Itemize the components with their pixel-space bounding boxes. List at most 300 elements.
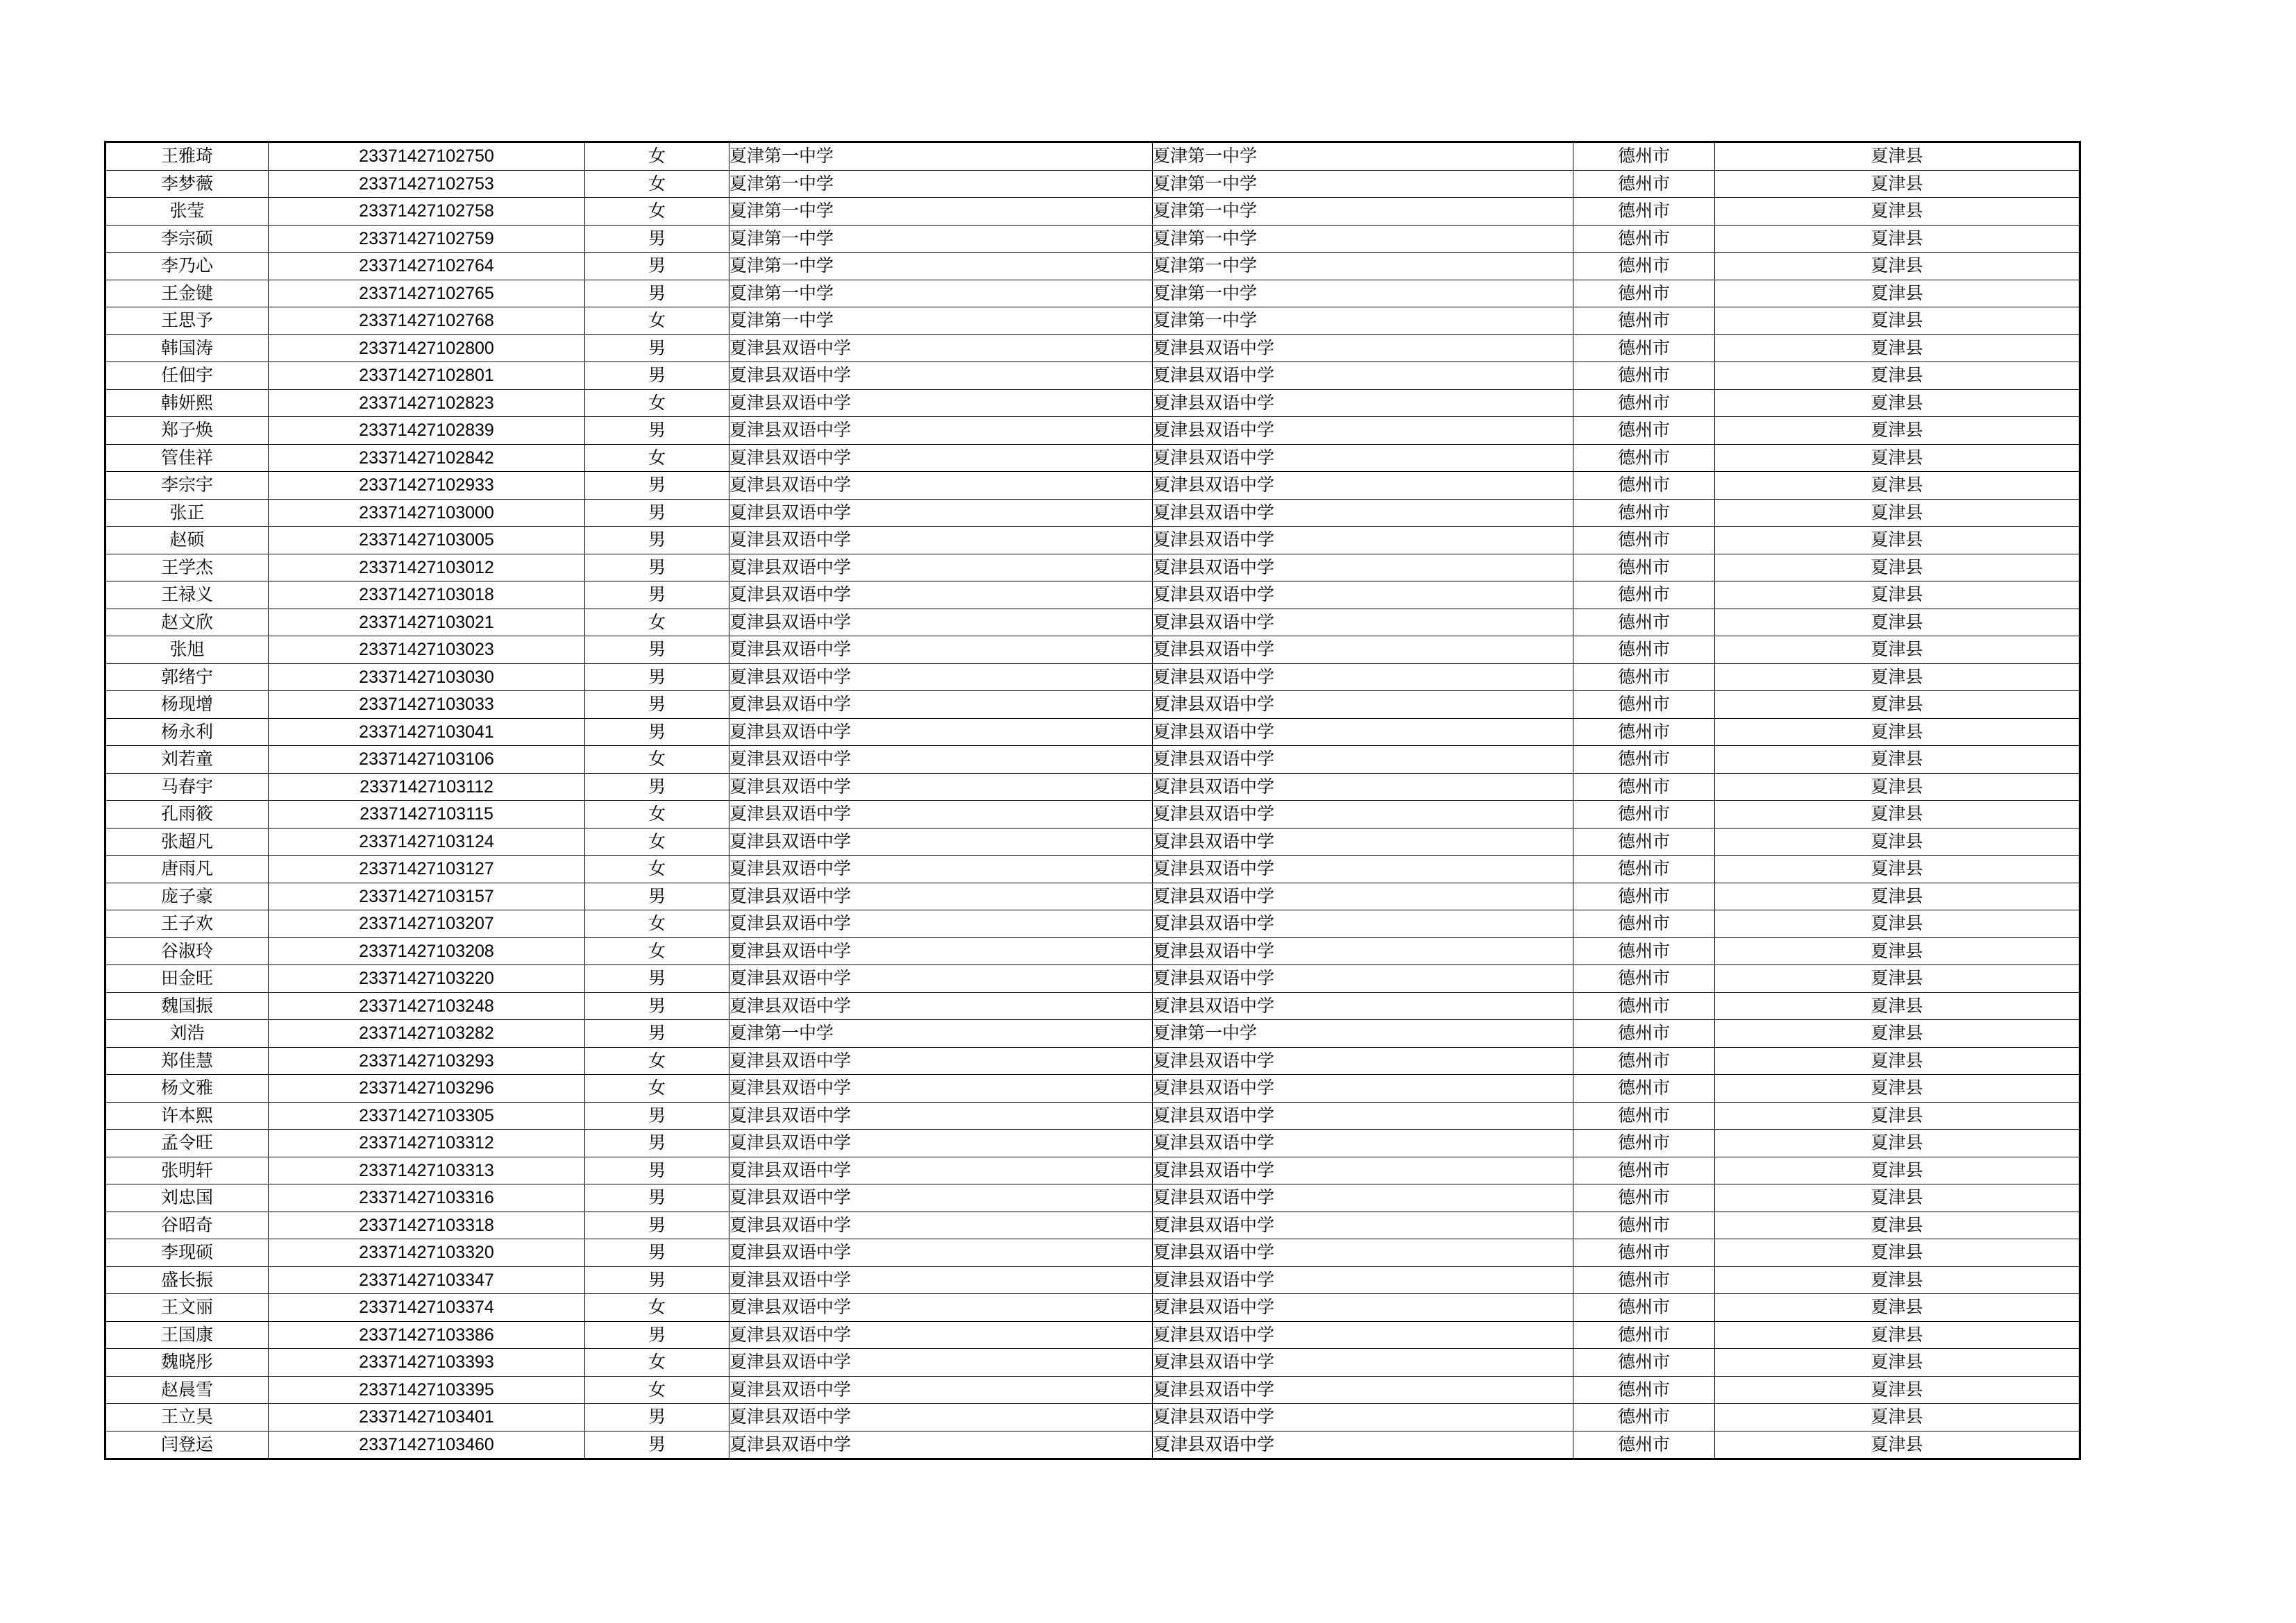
exam-number-cell: 23371427103296 xyxy=(269,1075,585,1103)
table-row xyxy=(105,1157,2080,1184)
school-cell: 夏津第一中学 xyxy=(729,170,1153,198)
student-name-cell: 郑佳慧 xyxy=(105,1047,269,1075)
city-cell: 德州市 xyxy=(1573,1184,1715,1212)
student-name-cell: 张旭 xyxy=(105,636,269,664)
school-cell: 夏津县双语中学 xyxy=(729,1047,1153,1075)
gender-cell: 男 xyxy=(585,581,729,609)
gender-cell: 男 xyxy=(585,1157,729,1184)
table-row xyxy=(105,225,2080,253)
school-cell: 夏津县双语中学 xyxy=(729,417,1153,445)
gender-cell: 女 xyxy=(585,910,729,938)
enrolled-school-cell: 夏津县双语中学 xyxy=(1153,1349,1573,1377)
table-row xyxy=(105,444,2080,472)
table-row xyxy=(105,1020,2080,1048)
school-cell: 夏津县双语中学 xyxy=(729,1075,1153,1103)
student-name-cell: 任佃宇 xyxy=(105,362,269,390)
table-row xyxy=(105,581,2080,609)
exam-number-cell: 23371427103005 xyxy=(269,527,585,554)
exam-number-cell: 23371427103386 xyxy=(269,1321,585,1349)
enrolled-school-cell: 夏津县双语中学 xyxy=(1153,554,1573,581)
enrolled-school-cell: 夏津县双语中学 xyxy=(1153,609,1573,636)
school-cell: 夏津第一中学 xyxy=(729,280,1153,307)
city-cell: 德州市 xyxy=(1573,1102,1715,1130)
table-row xyxy=(105,773,2080,801)
city-cell: 德州市 xyxy=(1573,1266,1715,1294)
table-row xyxy=(105,965,2080,993)
gender-cell: 女 xyxy=(585,142,729,171)
county-cell: 夏津县 xyxy=(1715,801,2080,829)
student-name-cell: 庞子豪 xyxy=(105,883,269,910)
student-name-cell: 谷淑玲 xyxy=(105,937,269,965)
school-cell: 夏津县双语中学 xyxy=(729,828,1153,856)
exam-number-cell: 23371427102842 xyxy=(269,444,585,472)
gender-cell: 男 xyxy=(585,1266,729,1294)
student-name-cell: 杨文雅 xyxy=(105,1075,269,1103)
city-cell: 德州市 xyxy=(1573,1212,1715,1239)
county-cell: 夏津县 xyxy=(1715,883,2080,910)
school-cell: 夏津县双语中学 xyxy=(729,1184,1153,1212)
enrolled-school-cell: 夏津县双语中学 xyxy=(1153,1102,1573,1130)
gender-cell: 男 xyxy=(585,225,729,253)
exam-number-cell: 23371427103293 xyxy=(269,1047,585,1075)
school-cell: 夏津县双语中学 xyxy=(729,609,1153,636)
table-row xyxy=(105,691,2080,719)
student-name-cell: 张正 xyxy=(105,499,269,527)
student-name-cell: 孔雨筱 xyxy=(105,801,269,829)
county-cell: 夏津县 xyxy=(1715,965,2080,993)
enrolled-school-cell: 夏津县双语中学 xyxy=(1153,1404,1573,1431)
county-cell: 夏津县 xyxy=(1715,1321,2080,1349)
student-name-cell: 赵晨雪 xyxy=(105,1376,269,1404)
county-cell: 夏津县 xyxy=(1715,444,2080,472)
city-cell: 德州市 xyxy=(1573,910,1715,938)
school-cell: 夏津县双语中学 xyxy=(729,992,1153,1020)
exam-number-cell: 23371427103023 xyxy=(269,636,585,664)
school-cell: 夏津县双语中学 xyxy=(729,663,1153,691)
school-cell: 夏津县双语中学 xyxy=(729,1404,1153,1431)
exam-number-cell: 23371427103220 xyxy=(269,965,585,993)
table-row xyxy=(105,1321,2080,1349)
table-row xyxy=(105,910,2080,938)
school-cell: 夏津县双语中学 xyxy=(729,965,1153,993)
city-cell: 德州市 xyxy=(1573,280,1715,307)
student-name-cell: 李宗宇 xyxy=(105,472,269,500)
table-row xyxy=(105,828,2080,856)
enrolled-school-cell: 夏津第一中学 xyxy=(1153,225,1573,253)
student-name-cell: 唐雨凡 xyxy=(105,856,269,883)
student-name-cell: 谷昭奇 xyxy=(105,1212,269,1239)
county-cell: 夏津县 xyxy=(1715,718,2080,746)
county-cell: 夏津县 xyxy=(1715,225,2080,253)
enrolled-school-cell: 夏津县双语中学 xyxy=(1153,1321,1573,1349)
student-name-cell: 王金键 xyxy=(105,280,269,307)
table-row xyxy=(105,992,2080,1020)
enrolled-school-cell: 夏津县双语中学 xyxy=(1153,992,1573,1020)
enrolled-school-cell: 夏津第一中学 xyxy=(1153,198,1573,226)
gender-cell: 女 xyxy=(585,1075,729,1103)
school-cell: 夏津县双语中学 xyxy=(729,527,1153,554)
gender-cell: 男 xyxy=(585,1130,729,1157)
school-cell: 夏津县双语中学 xyxy=(729,718,1153,746)
school-cell: 夏津县双语中学 xyxy=(729,1376,1153,1404)
city-cell: 德州市 xyxy=(1573,1047,1715,1075)
student-roster-table xyxy=(104,141,2081,1460)
table-row xyxy=(105,1376,2080,1404)
gender-cell: 女 xyxy=(585,937,729,965)
enrolled-school-cell: 夏津县双语中学 xyxy=(1153,663,1573,691)
gender-cell: 男 xyxy=(585,773,729,801)
county-cell: 夏津县 xyxy=(1715,1404,2080,1431)
county-cell: 夏津县 xyxy=(1715,910,2080,938)
exam-number-cell: 23371427102933 xyxy=(269,472,585,500)
exam-number-cell: 23371427103320 xyxy=(269,1239,585,1267)
city-cell: 德州市 xyxy=(1573,1404,1715,1431)
county-cell: 夏津县 xyxy=(1715,691,2080,719)
exam-number-cell: 23371427103318 xyxy=(269,1212,585,1239)
student-name-cell: 许本熙 xyxy=(105,1102,269,1130)
exam-number-cell: 23371427103021 xyxy=(269,609,585,636)
city-cell: 德州市 xyxy=(1573,1376,1715,1404)
exam-number-cell: 23371427103347 xyxy=(269,1266,585,1294)
table-row xyxy=(105,142,2080,171)
gender-cell: 男 xyxy=(585,1020,729,1048)
exam-number-cell: 23371427103033 xyxy=(269,691,585,719)
enrolled-school-cell: 夏津县双语中学 xyxy=(1153,828,1573,856)
enrolled-school-cell: 夏津县双语中学 xyxy=(1153,746,1573,774)
county-cell: 夏津县 xyxy=(1715,334,2080,362)
table-row xyxy=(105,1102,2080,1130)
enrolled-school-cell: 夏津县双语中学 xyxy=(1153,1266,1573,1294)
table-row xyxy=(105,198,2080,226)
city-cell: 德州市 xyxy=(1573,225,1715,253)
school-cell: 夏津县双语中学 xyxy=(729,581,1153,609)
table-row xyxy=(105,253,2080,280)
document-sheet xyxy=(104,141,2079,1460)
student-name-cell: 郭绪宁 xyxy=(105,663,269,691)
table-row xyxy=(105,554,2080,581)
exam-number-cell: 23371427102764 xyxy=(269,253,585,280)
enrolled-school-cell: 夏津县双语中学 xyxy=(1153,937,1573,965)
school-cell: 夏津县双语中学 xyxy=(729,1266,1153,1294)
exam-number-cell: 23371427102759 xyxy=(269,225,585,253)
table-row xyxy=(105,307,2080,335)
table-row xyxy=(105,1349,2080,1377)
city-cell: 德州市 xyxy=(1573,170,1715,198)
table-row xyxy=(105,856,2080,883)
table-row xyxy=(105,1212,2080,1239)
gender-cell: 男 xyxy=(585,992,729,1020)
county-cell: 夏津县 xyxy=(1715,499,2080,527)
county-cell: 夏津县 xyxy=(1715,527,2080,554)
city-cell: 德州市 xyxy=(1573,1020,1715,1048)
student-name-cell: 马春宇 xyxy=(105,773,269,801)
enrolled-school-cell: 夏津县双语中学 xyxy=(1153,1431,1573,1459)
city-cell: 德州市 xyxy=(1573,527,1715,554)
table-row xyxy=(105,334,2080,362)
school-cell: 夏津县双语中学 xyxy=(729,746,1153,774)
enrolled-school-cell: 夏津县双语中学 xyxy=(1153,389,1573,417)
school-cell: 夏津县双语中学 xyxy=(729,1294,1153,1322)
city-cell: 德州市 xyxy=(1573,554,1715,581)
exam-number-cell: 23371427103041 xyxy=(269,718,585,746)
student-name-cell: 张莹 xyxy=(105,198,269,226)
enrolled-school-cell: 夏津县双语中学 xyxy=(1153,1075,1573,1103)
city-cell: 德州市 xyxy=(1573,1075,1715,1103)
enrolled-school-cell: 夏津县双语中学 xyxy=(1153,1294,1573,1322)
enrolled-school-cell: 夏津县双语中学 xyxy=(1153,773,1573,801)
enrolled-school-cell: 夏津县双语中学 xyxy=(1153,1376,1573,1404)
enrolled-school-cell: 夏津第一中学 xyxy=(1153,280,1573,307)
gender-cell: 女 xyxy=(585,444,729,472)
county-cell: 夏津县 xyxy=(1715,856,2080,883)
student-name-cell: 韩妍熙 xyxy=(105,389,269,417)
gender-cell: 男 xyxy=(585,527,729,554)
city-cell: 德州市 xyxy=(1573,746,1715,774)
county-cell: 夏津县 xyxy=(1715,1266,2080,1294)
student-name-cell: 田金旺 xyxy=(105,965,269,993)
exam-number-cell: 23371427103000 xyxy=(269,499,585,527)
student-name-cell: 郑子焕 xyxy=(105,417,269,445)
gender-cell: 女 xyxy=(585,307,729,335)
county-cell: 夏津县 xyxy=(1715,1130,2080,1157)
enrolled-school-cell: 夏津县双语中学 xyxy=(1153,856,1573,883)
school-cell: 夏津县双语中学 xyxy=(729,444,1153,472)
gender-cell: 男 xyxy=(585,1239,729,1267)
gender-cell: 女 xyxy=(585,170,729,198)
city-cell: 德州市 xyxy=(1573,1349,1715,1377)
enrolled-school-cell: 夏津县双语中学 xyxy=(1153,1212,1573,1239)
school-cell: 夏津第一中学 xyxy=(729,142,1153,171)
table-row xyxy=(105,527,2080,554)
exam-number-cell: 23371427103305 xyxy=(269,1102,585,1130)
table-row xyxy=(105,937,2080,965)
student-name-cell: 魏国振 xyxy=(105,992,269,1020)
student-name-cell: 王思予 xyxy=(105,307,269,335)
exam-number-cell: 23371427103012 xyxy=(269,554,585,581)
exam-number-cell: 23371427102753 xyxy=(269,170,585,198)
exam-number-cell: 23371427103393 xyxy=(269,1349,585,1377)
student-name-cell: 赵硕 xyxy=(105,527,269,554)
enrolled-school-cell: 夏津第一中学 xyxy=(1153,142,1573,171)
gender-cell: 女 xyxy=(585,198,729,226)
student-name-cell: 李宗硕 xyxy=(105,225,269,253)
enrolled-school-cell: 夏津县双语中学 xyxy=(1153,1047,1573,1075)
gender-cell: 女 xyxy=(585,746,729,774)
student-name-cell: 张超凡 xyxy=(105,828,269,856)
enrolled-school-cell: 夏津第一中学 xyxy=(1153,253,1573,280)
school-cell: 夏津第一中学 xyxy=(729,307,1153,335)
county-cell: 夏津县 xyxy=(1715,663,2080,691)
exam-number-cell: 23371427102801 xyxy=(269,362,585,390)
county-cell: 夏津县 xyxy=(1715,992,2080,1020)
county-cell: 夏津县 xyxy=(1715,1157,2080,1184)
county-cell: 夏津县 xyxy=(1715,636,2080,664)
student-name-cell: 刘浩 xyxy=(105,1020,269,1048)
city-cell: 德州市 xyxy=(1573,444,1715,472)
exam-number-cell: 23371427103127 xyxy=(269,856,585,883)
gender-cell: 男 xyxy=(585,1431,729,1459)
city-cell: 德州市 xyxy=(1573,718,1715,746)
exam-number-cell: 23371427103115 xyxy=(269,801,585,829)
gender-cell: 女 xyxy=(585,1294,729,1322)
student-name-cell: 杨现增 xyxy=(105,691,269,719)
city-cell: 德州市 xyxy=(1573,198,1715,226)
gender-cell: 男 xyxy=(585,1321,729,1349)
student-name-cell: 孟令旺 xyxy=(105,1130,269,1157)
table-row xyxy=(105,170,2080,198)
county-cell: 夏津县 xyxy=(1715,1184,2080,1212)
city-cell: 德州市 xyxy=(1573,253,1715,280)
gender-cell: 男 xyxy=(585,1404,729,1431)
table-row xyxy=(105,472,2080,500)
exam-number-cell: 23371427102758 xyxy=(269,198,585,226)
city-cell: 德州市 xyxy=(1573,992,1715,1020)
enrolled-school-cell: 夏津县双语中学 xyxy=(1153,444,1573,472)
enrolled-school-cell: 夏津第一中学 xyxy=(1153,170,1573,198)
city-cell: 德州市 xyxy=(1573,691,1715,719)
city-cell: 德州市 xyxy=(1573,307,1715,335)
city-cell: 德州市 xyxy=(1573,1130,1715,1157)
school-cell: 夏津县双语中学 xyxy=(729,801,1153,829)
school-cell: 夏津县双语中学 xyxy=(729,1157,1153,1184)
school-cell: 夏津县双语中学 xyxy=(729,362,1153,390)
exam-number-cell: 23371427103313 xyxy=(269,1157,585,1184)
table-row xyxy=(105,280,2080,307)
county-cell: 夏津县 xyxy=(1715,1376,2080,1404)
county-cell: 夏津县 xyxy=(1715,362,2080,390)
county-cell: 夏津县 xyxy=(1715,581,2080,609)
school-cell: 夏津县双语中学 xyxy=(729,1130,1153,1157)
exam-number-cell: 23371427103460 xyxy=(269,1431,585,1459)
exam-number-cell: 23371427102823 xyxy=(269,389,585,417)
exam-number-cell: 23371427103112 xyxy=(269,773,585,801)
enrolled-school-cell: 夏津县双语中学 xyxy=(1153,472,1573,500)
school-cell: 夏津县双语中学 xyxy=(729,1321,1153,1349)
exam-number-cell: 23371427103124 xyxy=(269,828,585,856)
table-row xyxy=(105,801,2080,829)
school-cell: 夏津县双语中学 xyxy=(729,883,1153,910)
enrolled-school-cell: 夏津县双语中学 xyxy=(1153,1157,1573,1184)
gender-cell: 女 xyxy=(585,856,729,883)
school-cell: 夏津县双语中学 xyxy=(729,1239,1153,1267)
city-cell: 德州市 xyxy=(1573,965,1715,993)
county-cell: 夏津县 xyxy=(1715,1047,2080,1075)
school-cell: 夏津第一中学 xyxy=(729,1020,1153,1048)
exam-number-cell: 23371427102768 xyxy=(269,307,585,335)
county-cell: 夏津县 xyxy=(1715,1020,2080,1048)
table-row xyxy=(105,636,2080,664)
table-row xyxy=(105,1431,2080,1459)
county-cell: 夏津县 xyxy=(1715,1431,2080,1459)
county-cell: 夏津县 xyxy=(1715,253,2080,280)
gender-cell: 男 xyxy=(585,636,729,664)
city-cell: 德州市 xyxy=(1573,1239,1715,1267)
school-cell: 夏津县双语中学 xyxy=(729,937,1153,965)
enrolled-school-cell: 夏津县双语中学 xyxy=(1153,362,1573,390)
exam-number-cell: 23371427103157 xyxy=(269,883,585,910)
student-name-cell: 管佳祥 xyxy=(105,444,269,472)
table-row xyxy=(105,1404,2080,1431)
gender-cell: 男 xyxy=(585,334,729,362)
exam-number-cell: 23371427103208 xyxy=(269,937,585,965)
enrolled-school-cell: 夏津县双语中学 xyxy=(1153,417,1573,445)
student-name-cell: 王禄义 xyxy=(105,581,269,609)
student-name-cell: 王立昊 xyxy=(105,1404,269,1431)
school-cell: 夏津县双语中学 xyxy=(729,472,1153,500)
city-cell: 德州市 xyxy=(1573,636,1715,664)
city-cell: 德州市 xyxy=(1573,1431,1715,1459)
school-cell: 夏津第一中学 xyxy=(729,198,1153,226)
table-row xyxy=(105,1184,2080,1212)
student-name-cell: 王国康 xyxy=(105,1321,269,1349)
city-cell: 德州市 xyxy=(1573,142,1715,171)
county-cell: 夏津县 xyxy=(1715,417,2080,445)
table-row xyxy=(105,1075,2080,1103)
school-cell: 夏津县双语中学 xyxy=(729,1431,1153,1459)
gender-cell: 男 xyxy=(585,362,729,390)
gender-cell: 男 xyxy=(585,499,729,527)
gender-cell: 男 xyxy=(585,691,729,719)
gender-cell: 男 xyxy=(585,253,729,280)
exam-number-cell: 23371427102750 xyxy=(269,142,585,171)
student-name-cell: 王子欢 xyxy=(105,910,269,938)
enrolled-school-cell: 夏津县双语中学 xyxy=(1153,334,1573,362)
table-row xyxy=(105,499,2080,527)
table-row xyxy=(105,1294,2080,1322)
student-name-cell: 李乃心 xyxy=(105,253,269,280)
table-row xyxy=(105,1239,2080,1267)
gender-cell: 男 xyxy=(585,1102,729,1130)
exam-number-cell: 23371427103312 xyxy=(269,1130,585,1157)
student-name-cell: 张明轩 xyxy=(105,1157,269,1184)
table-row xyxy=(105,746,2080,774)
county-cell: 夏津县 xyxy=(1715,609,2080,636)
city-cell: 德州市 xyxy=(1573,389,1715,417)
student-name-cell: 赵文欣 xyxy=(105,609,269,636)
student-name-cell: 盛长振 xyxy=(105,1266,269,1294)
gender-cell: 女 xyxy=(585,1047,729,1075)
school-cell: 夏津县双语中学 xyxy=(729,636,1153,664)
county-cell: 夏津县 xyxy=(1715,307,2080,335)
city-cell: 德州市 xyxy=(1573,1294,1715,1322)
school-cell: 夏津第一中学 xyxy=(729,225,1153,253)
county-cell: 夏津县 xyxy=(1715,828,2080,856)
county-cell: 夏津县 xyxy=(1715,1294,2080,1322)
gender-cell: 男 xyxy=(585,280,729,307)
gender-cell: 男 xyxy=(585,663,729,691)
student-name-cell: 刘忠国 xyxy=(105,1184,269,1212)
enrolled-school-cell: 夏津县双语中学 xyxy=(1153,1239,1573,1267)
enrolled-school-cell: 夏津县双语中学 xyxy=(1153,883,1573,910)
gender-cell: 男 xyxy=(585,417,729,445)
city-cell: 德州市 xyxy=(1573,581,1715,609)
table-row xyxy=(105,362,2080,390)
student-name-cell: 魏晓彤 xyxy=(105,1349,269,1377)
exam-number-cell: 23371427103401 xyxy=(269,1404,585,1431)
county-cell: 夏津县 xyxy=(1715,142,2080,171)
gender-cell: 男 xyxy=(585,718,729,746)
student-name-cell: 闫登运 xyxy=(105,1431,269,1459)
exam-number-cell: 23371427103395 xyxy=(269,1376,585,1404)
student-name-cell: 李梦薇 xyxy=(105,170,269,198)
student-name-cell: 王雅琦 xyxy=(105,142,269,171)
city-cell: 德州市 xyxy=(1573,1321,1715,1349)
exam-number-cell: 23371427103316 xyxy=(269,1184,585,1212)
enrolled-school-cell: 夏津县双语中学 xyxy=(1153,718,1573,746)
gender-cell: 男 xyxy=(585,472,729,500)
school-cell: 夏津县双语中学 xyxy=(729,1102,1153,1130)
enrolled-school-cell: 夏津县双语中学 xyxy=(1153,499,1573,527)
